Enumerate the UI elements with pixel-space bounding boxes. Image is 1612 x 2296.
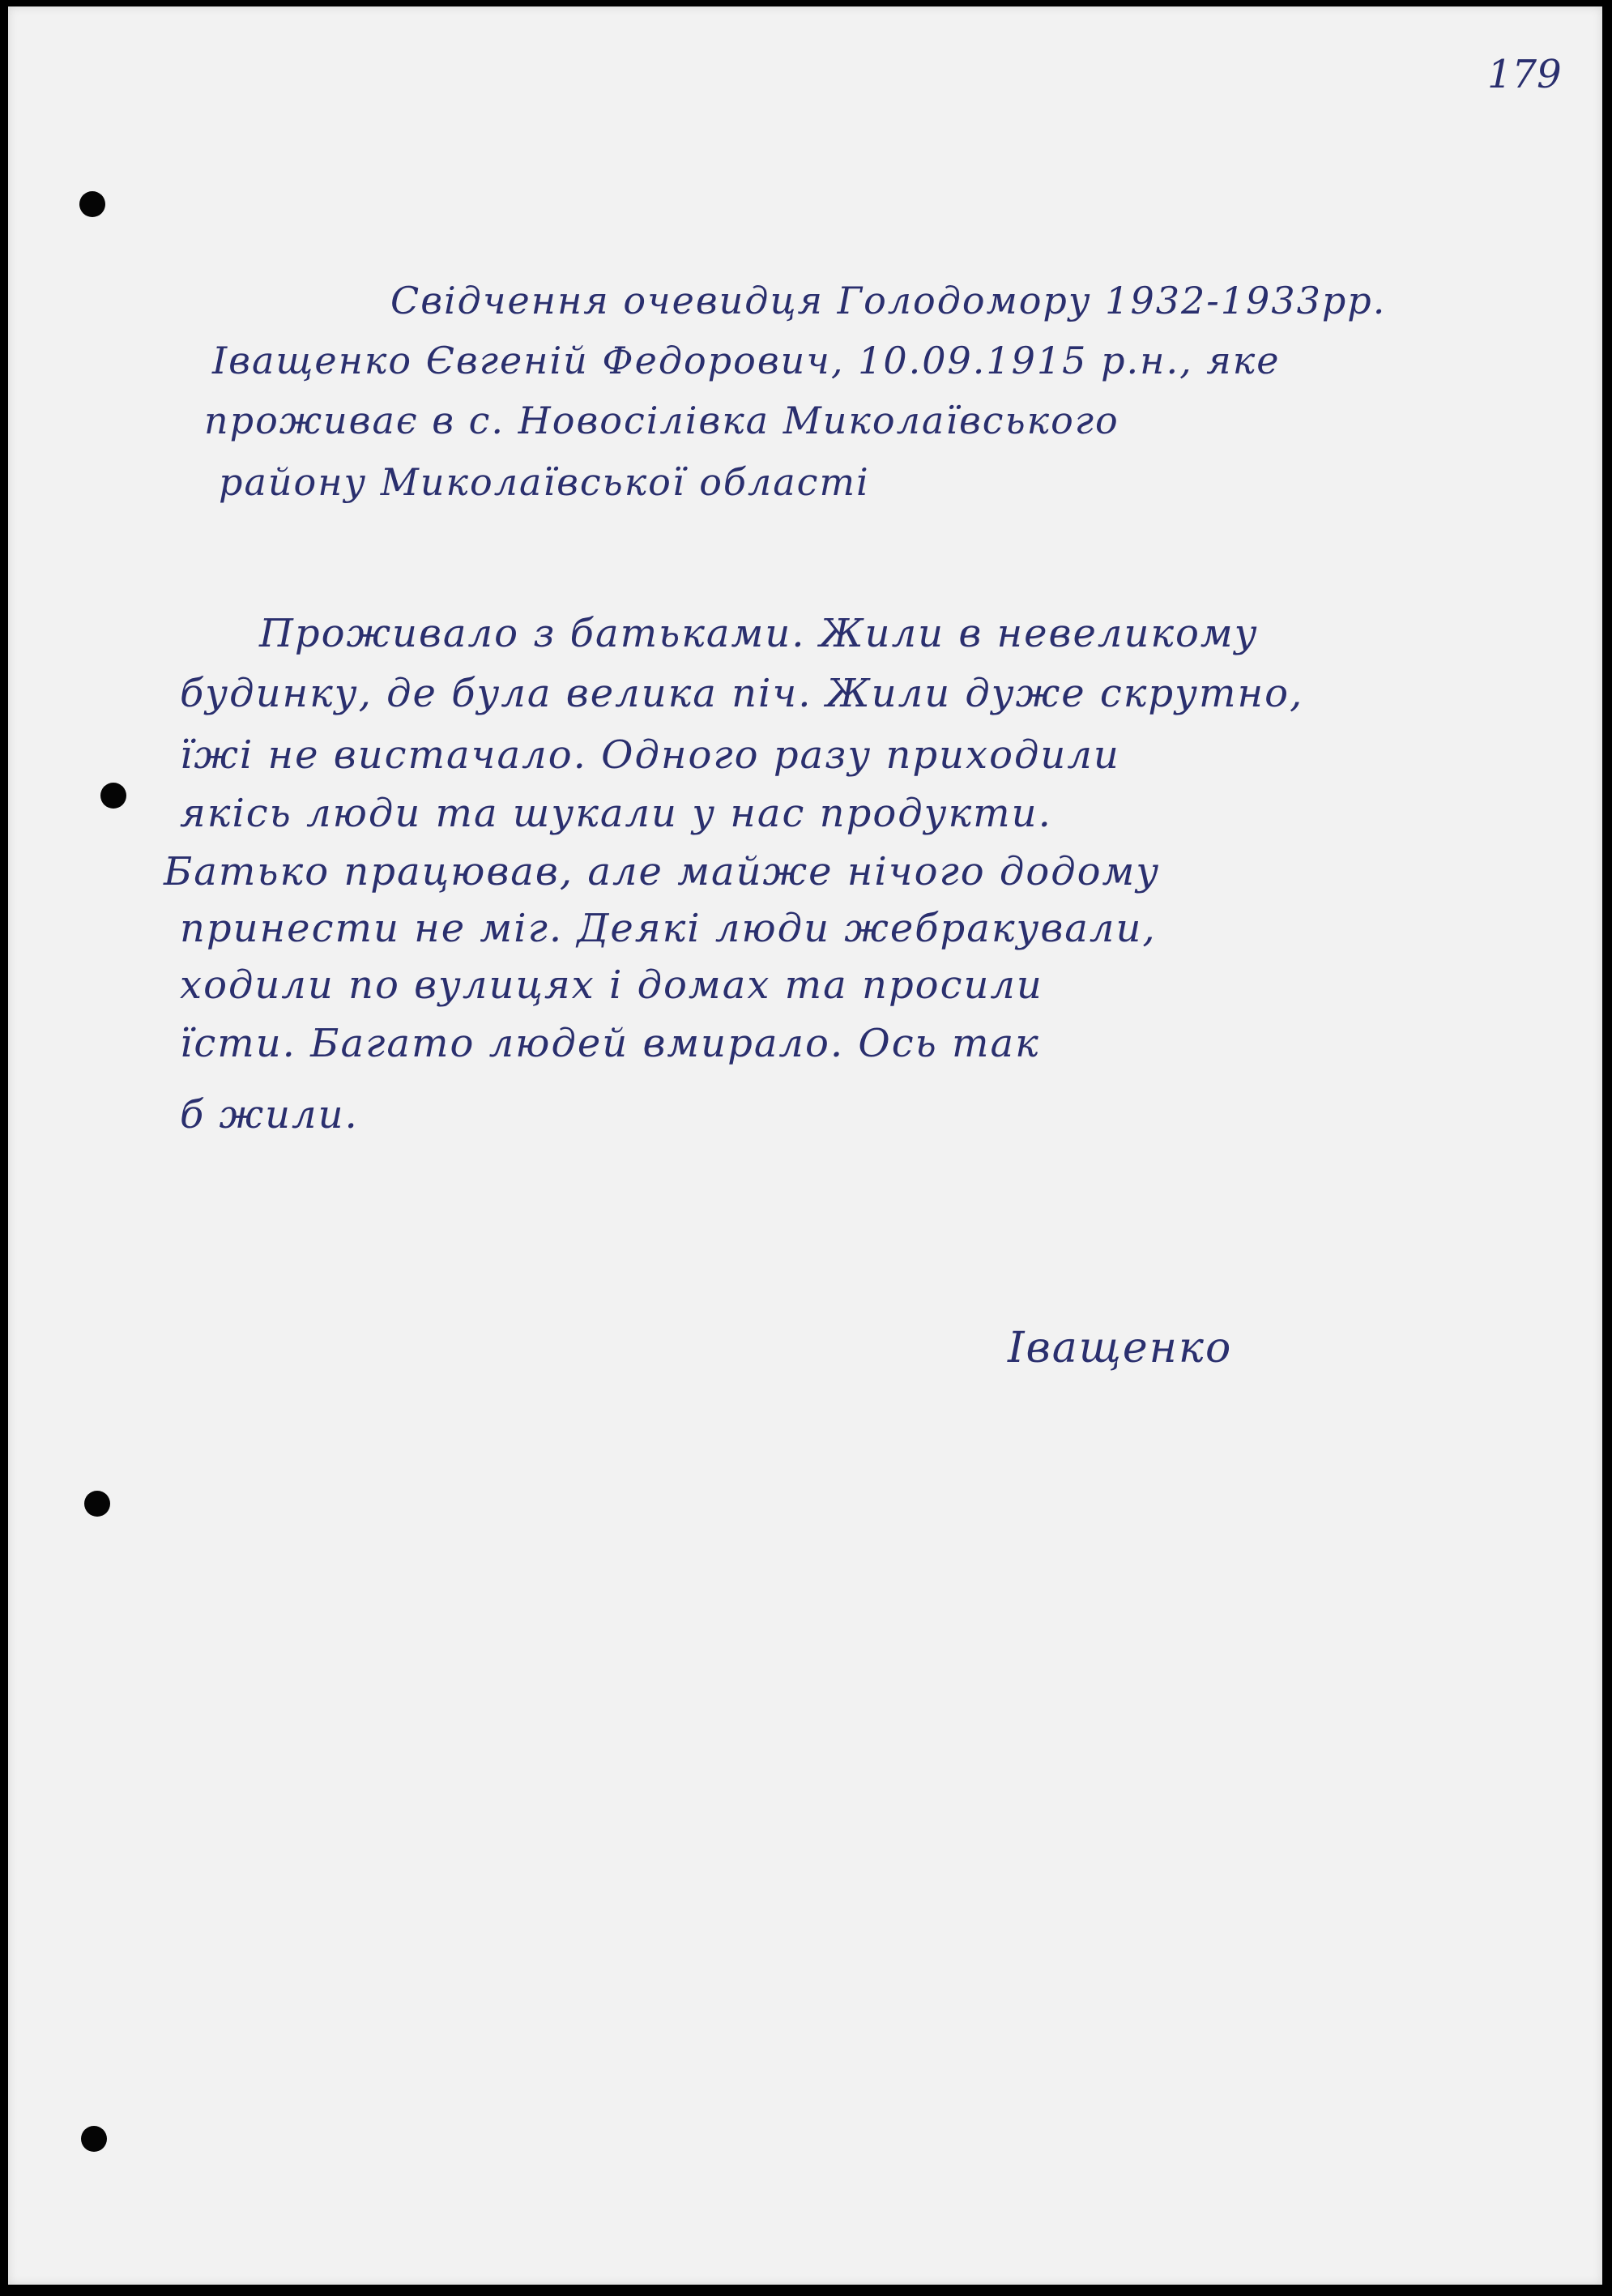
header-line: Свідчення очевидця Голодомору 1932-1933рр. [390, 279, 1387, 322]
body-line: б жили. [180, 1092, 359, 1137]
punch-hole [84, 1491, 110, 1517]
header-line: району Миколаївської області [219, 460, 870, 504]
page-number: 179 [1487, 52, 1562, 97]
punch-hole [79, 191, 105, 217]
document-page [8, 6, 1602, 2285]
body-line: принести не міг. Деякі люди жебракували, [180, 906, 1157, 951]
punch-hole [81, 2126, 107, 2152]
body-line: Батько працював, але майже нічого додому [164, 849, 1161, 894]
body-line: якісь люди та шукали у нас продукти. [180, 791, 1052, 836]
body-line: Проживало з батьками. Жили в невеликому [259, 611, 1259, 656]
signature: Іващенко [1008, 1324, 1233, 1372]
header-line: проживає в с. Новосілівка Миколаївського [204, 399, 1119, 442]
punch-hole [100, 783, 126, 809]
body-line: ходили по вулицях і домах та просили [180, 962, 1043, 1008]
body-line: їжі не вистачало. Одного разу приходили [180, 732, 1120, 778]
header-line: Іващенко Євгеній Федорович, 10.09.1915 р.н., яке [212, 339, 1281, 382]
body-line: їсти. Багато людей вмирало. Ось так [180, 1021, 1040, 1066]
body-line: будинку, де була велика піч. Жили дуже скрутно, [180, 671, 1304, 716]
